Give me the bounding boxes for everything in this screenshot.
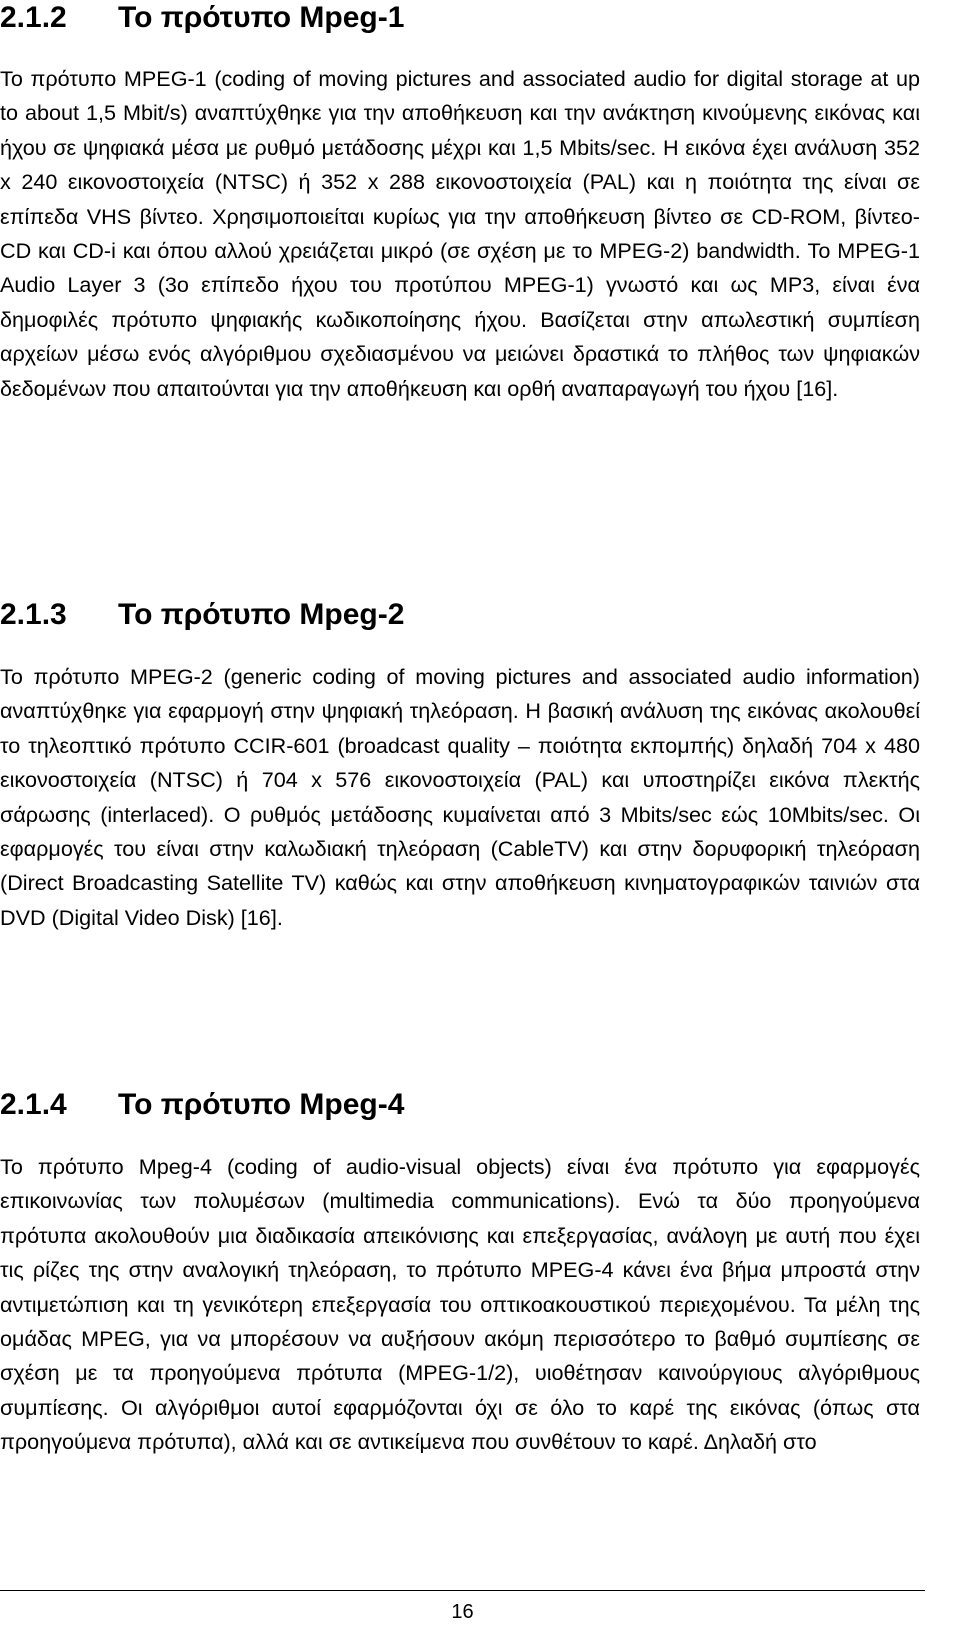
section-number: 2.1.2 xyxy=(0,1,67,34)
section-number: 2.1.4 xyxy=(0,1088,67,1121)
section-title: Το πρότυπο Mpeg-2 xyxy=(118,598,405,631)
section-paragraph: Το πρότυπο MPEG-2 (generic coding of moving pictures and associated audio information) αναπτύχθηκε για εφαρμογή στην ψηφιακή τηλεόραση. Η βασική ανάλυση της εικόνας ακολουθεί το τηλεοπτικό πρότυπο CCIR-601 (broadcast quality – ποιότητα εκπομπής) δηλαδή 704 x 480 εικονοστοιχεία (NTSC) ή 704 x 576 εικονοστοιχεία (PAL) και υποστηρίζει εικόνα πλεκτής σάρωσης (interlaced). Ο ρυθμός μετάδοσης κυμαίνεται από 3 Mbits/sec εώς 10Mbits/sec. Οι εφαρμογές του είναι στην καλωδιακή τηλεόραση (CableTV) και στην δορυφορική τηλεόραση (Direct Broadcasting Satellite TV) καθώς και στην αποθήκευση κινηματογραφικών ταινιών στα DVD (Digital Video Disk) [16]. xyxy=(0,664,920,930)
section-heading-2-1-4 xyxy=(0,1087,404,1123)
section-number: 2.1.3 xyxy=(0,598,67,631)
page-number: 16 xyxy=(451,1601,474,1623)
section-heading-2-1-2 xyxy=(0,0,404,36)
section-paragraph: Το πρότυπο MPEG-1 (coding of moving pictures and associated audio for digital storage at up to about 1,5 Mbit/s) αναπτύχθηκε για την αποθήκευση και την ανάκτηση κινούμενης εικόνας και ήχου σε ψηφιακά μέσα με ρυθμό μετάδοσης μέχρι και 1,5 Mbits/sec. Η εικόνα έχει ανάλυση 352 x 240 εικονοστοιχεία (NTSC) ή 352 x 288 εικονοστοιχεία (PAL) και η ποιότητα της είναι σε επίπεδα VHS βίντεο. Χρησιμοποιείται κυρίως για την αποθήκευση βίντεο σε CD-ROM, βίντεο-CD και CD-i και όπου αλλού χρειάζεται μικρό (σε σχέση με το MPEG-2) bandwidth. Το MPEG-1 Audio Layer 3 (3ο επίπεδο ήχου του προτύπου MPEG-1) γνωστό και ως MP3, είναι ένα δημοφιλές πρότυπο ψηφιακής κωδικοποίησης ήχου. Βασίζεται στην απωλεστική συμπίεση αρχείων μέσω ενός αλγόριθμου σχεδιασμένου να μειώνει δραστικά το πλήθος των ψηφιακών δεδομένων που απαιτούνται για την αποθήκευση και ορθή αναπαραγωγή του ήχου [16]. xyxy=(0,66,920,401)
section-title: Το πρότυπο Mpeg-4 xyxy=(118,1088,405,1121)
section-paragraph: Το πρότυπο Mpeg-4 (coding of audio-visual objects) είναι ένα πρότυπο για εφαρμογές επικοινωνίας των πολυμέσων (multimedia communications). Ενώ τα δύο προηγούμενα πρότυπα ακολουθούν μια διαδικασία απεικόνισης και επεξεργασίας, ανάλογη με αυτή που έχει τις ρίζες της στην αναλογική τηλεόραση, το πρότυπο MPEG-4 κάνει ένα βήμα μπροστά στην αντιμετώπιση και τη γενικότερη επεξεργασία του οπτικοακουστικού περιεχομένου. Τα μέλη της ομάδας MPEG, για να μπορέσουν να αυξήσουν ακόμη περισσότερο το βαθμό συμπίεσης σε σχέση με τα προηγούμενα πρότυπα (MPEG-1/2), υιοθέτησαν καινούργιους αλγόριθμους συμπίεσης. Οι αλγόριθμοι αυτοί εφαρμόζονται όχι σε όλο το καρέ της εικόνας (όπως στα προηγούμενα πρότυπα), αλλά και σε αντικείμενα που συνθέτουν το καρέ. Δηλαδή στο xyxy=(0,1154,920,1455)
section-heading-2-1-3 xyxy=(0,597,404,633)
section-title: Το πρότυπο Mpeg-1 xyxy=(118,1,405,34)
footer-divider xyxy=(0,1590,925,1591)
